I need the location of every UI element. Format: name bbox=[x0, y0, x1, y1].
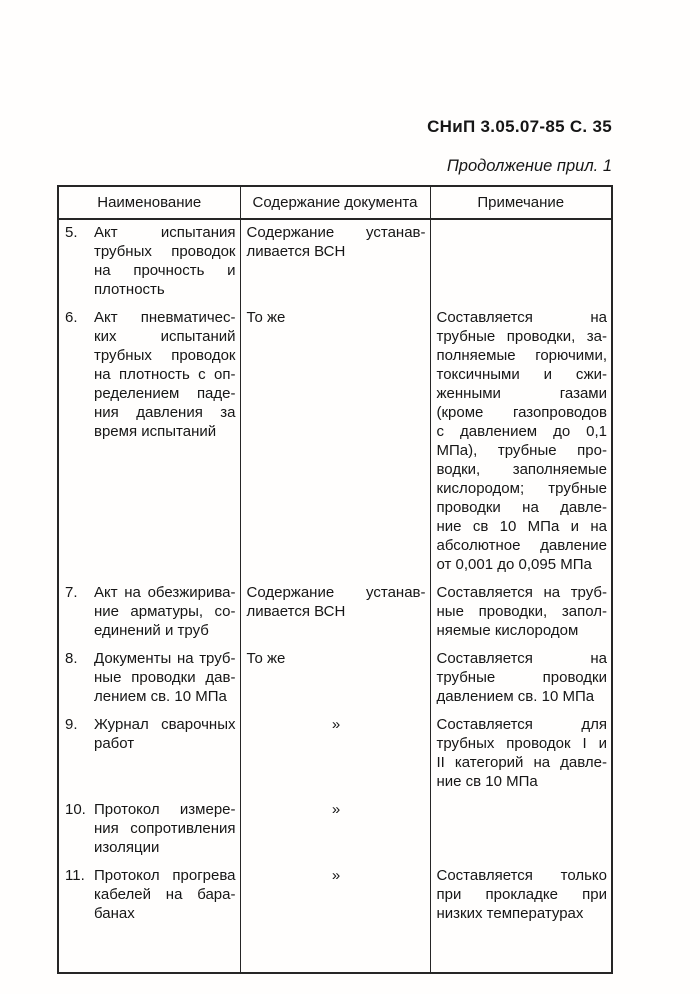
content-text-line: » bbox=[331, 716, 341, 733]
name-text-line: Акт на обезжирива- bbox=[94, 584, 236, 601]
row-number: 9. bbox=[65, 716, 78, 733]
name-text-line: Протокол прогрева bbox=[94, 867, 236, 884]
content-text-line: » bbox=[331, 801, 341, 818]
table-row bbox=[58, 646, 612, 712]
name-text-line: трубных проводок bbox=[94, 243, 236, 260]
cell-name bbox=[58, 646, 240, 712]
note-text-line: Составляется на bbox=[436, 309, 607, 326]
column-header-content: Содержание документа bbox=[240, 186, 430, 219]
row-number: 5. bbox=[65, 224, 78, 241]
name-text-line: единений и труб bbox=[94, 622, 209, 639]
note-text-line: женными газами bbox=[436, 385, 607, 402]
name-text-line: ния давления за bbox=[94, 404, 236, 421]
note-text-line: токсичными и сжи- bbox=[436, 366, 607, 383]
name-text-line: Журнал сварочных bbox=[94, 716, 236, 733]
note-text-line: няемые кислородом bbox=[436, 622, 579, 639]
note-text-line: трубных проводок I и bbox=[436, 735, 607, 752]
cell-note bbox=[430, 797, 612, 863]
cell-content bbox=[240, 863, 430, 929]
cell-name bbox=[58, 712, 240, 797]
table-row bbox=[58, 305, 612, 580]
row-number: 8. bbox=[65, 650, 78, 667]
table-row bbox=[58, 712, 612, 797]
note-text-line: полняемые горючими, bbox=[436, 347, 607, 364]
empty-cell bbox=[58, 929, 240, 973]
note-text-line: с давлением до 0,1 bbox=[436, 423, 607, 440]
table-row bbox=[58, 863, 612, 929]
name-text-line: трубных проводок bbox=[94, 347, 236, 364]
cell-name bbox=[58, 797, 240, 863]
name-text-line: лением св. 10 МПа bbox=[94, 688, 227, 705]
name-text-line: банах bbox=[94, 905, 135, 922]
documents-table bbox=[57, 185, 613, 974]
note-text-line: кислородом; трубные bbox=[436, 480, 607, 497]
cell-content bbox=[240, 646, 430, 712]
cell-note bbox=[430, 863, 612, 929]
name-text-line: изоляции bbox=[94, 839, 160, 856]
content-text-line: Содержание устанав- bbox=[246, 224, 426, 241]
cell-content bbox=[240, 305, 430, 580]
table-row bbox=[58, 797, 612, 863]
note-text-line: Составляется для bbox=[436, 716, 607, 733]
note-text-line: проводки на давле- bbox=[436, 499, 607, 516]
name-text-line: Протокол измере- bbox=[94, 801, 236, 818]
content-text-line: » bbox=[331, 867, 341, 884]
name-text-line: ределением паде- bbox=[94, 385, 236, 402]
note-text-line: ные проводки, запол- bbox=[436, 603, 607, 620]
name-text-line: кабелей на бара- bbox=[94, 886, 236, 903]
note-text-line: давлением св. 10 МПа bbox=[436, 688, 595, 705]
note-text-line: (кроме газопроводов bbox=[436, 404, 607, 421]
cell-content bbox=[240, 580, 430, 646]
appendix-continuation-label: Продолжение прил. 1 bbox=[446, 157, 612, 175]
cell-note bbox=[430, 712, 612, 797]
name-text-line: время испытаний bbox=[94, 423, 217, 440]
note-text-line: ние св 10 МПа bbox=[436, 773, 538, 790]
content-text-line: ливается ВСН bbox=[246, 243, 346, 260]
cell-content bbox=[240, 219, 430, 305]
name-text-line: Акт пневматичес- bbox=[94, 309, 236, 326]
empty-cell bbox=[430, 929, 612, 973]
row-number: 7. bbox=[65, 584, 78, 601]
cell-name bbox=[58, 580, 240, 646]
name-text-line: на плотность с оп- bbox=[94, 366, 236, 383]
name-text-line: работ bbox=[94, 735, 135, 752]
note-text-line: II категорий на давле- bbox=[436, 754, 607, 771]
note-text-line: Составляется на bbox=[436, 650, 607, 667]
cell-note bbox=[430, 219, 612, 305]
table-header-row bbox=[58, 186, 612, 219]
row-number: 6. bbox=[65, 309, 78, 326]
note-text-line: ние св 10 МПа и на bbox=[436, 518, 607, 535]
content-text-line: Содержание устанав- bbox=[246, 584, 426, 601]
empty-cell bbox=[240, 929, 430, 973]
cell-name bbox=[58, 305, 240, 580]
table-row bbox=[58, 219, 612, 305]
cell-content bbox=[240, 712, 430, 797]
table-row bbox=[58, 580, 612, 646]
note-text-line: от 0,001 до 0,095 МПа bbox=[436, 556, 592, 573]
content-text-line: То же bbox=[246, 309, 286, 326]
name-text-line: ние арматуры, со- bbox=[94, 603, 236, 620]
note-text-line: Составляется только bbox=[436, 867, 607, 884]
table-header bbox=[58, 186, 612, 219]
row-number: 11. bbox=[65, 867, 85, 884]
note-text-line: МПа), трубные про- bbox=[436, 442, 607, 459]
name-text-line: ких испытаний bbox=[94, 328, 236, 345]
cell-name bbox=[58, 863, 240, 929]
document-reference-header: СНиП 3.05.07-85 С. 35 bbox=[427, 117, 612, 136]
empty-table-space bbox=[58, 929, 612, 973]
content-text-line: ливается ВСН bbox=[246, 603, 346, 620]
note-text-line: водки, заполняемые bbox=[436, 461, 607, 478]
note-text-line: Составляется на труб- bbox=[436, 584, 607, 601]
name-text-line: Документы на труб- bbox=[94, 650, 236, 667]
row-number: 10. bbox=[65, 801, 86, 818]
content-text-line: То же bbox=[246, 650, 286, 667]
cell-name bbox=[58, 219, 240, 305]
note-text-line: при прокладке при bbox=[436, 886, 607, 903]
note-text-line: низких температурах bbox=[436, 905, 584, 922]
cell-content bbox=[240, 797, 430, 863]
name-text-line: на прочность и bbox=[94, 262, 236, 279]
cell-note bbox=[430, 305, 612, 580]
name-text-line: плотность bbox=[94, 281, 165, 298]
note-text-line: абсолютное давление bbox=[436, 537, 607, 554]
name-text-line: ния сопротивления bbox=[94, 820, 236, 837]
cell-note bbox=[430, 646, 612, 712]
column-header-name: Наименование bbox=[58, 186, 240, 219]
column-header-note: Примечание bbox=[430, 186, 612, 219]
table-body bbox=[58, 219, 612, 973]
note-text-line: трубные проводки bbox=[436, 669, 607, 686]
name-text-line: ные проводки дав- bbox=[94, 669, 236, 686]
cell-note bbox=[430, 580, 612, 646]
note-text-line: трубные проводки, за- bbox=[436, 328, 607, 345]
name-text-line: Акт испытания bbox=[94, 224, 236, 241]
